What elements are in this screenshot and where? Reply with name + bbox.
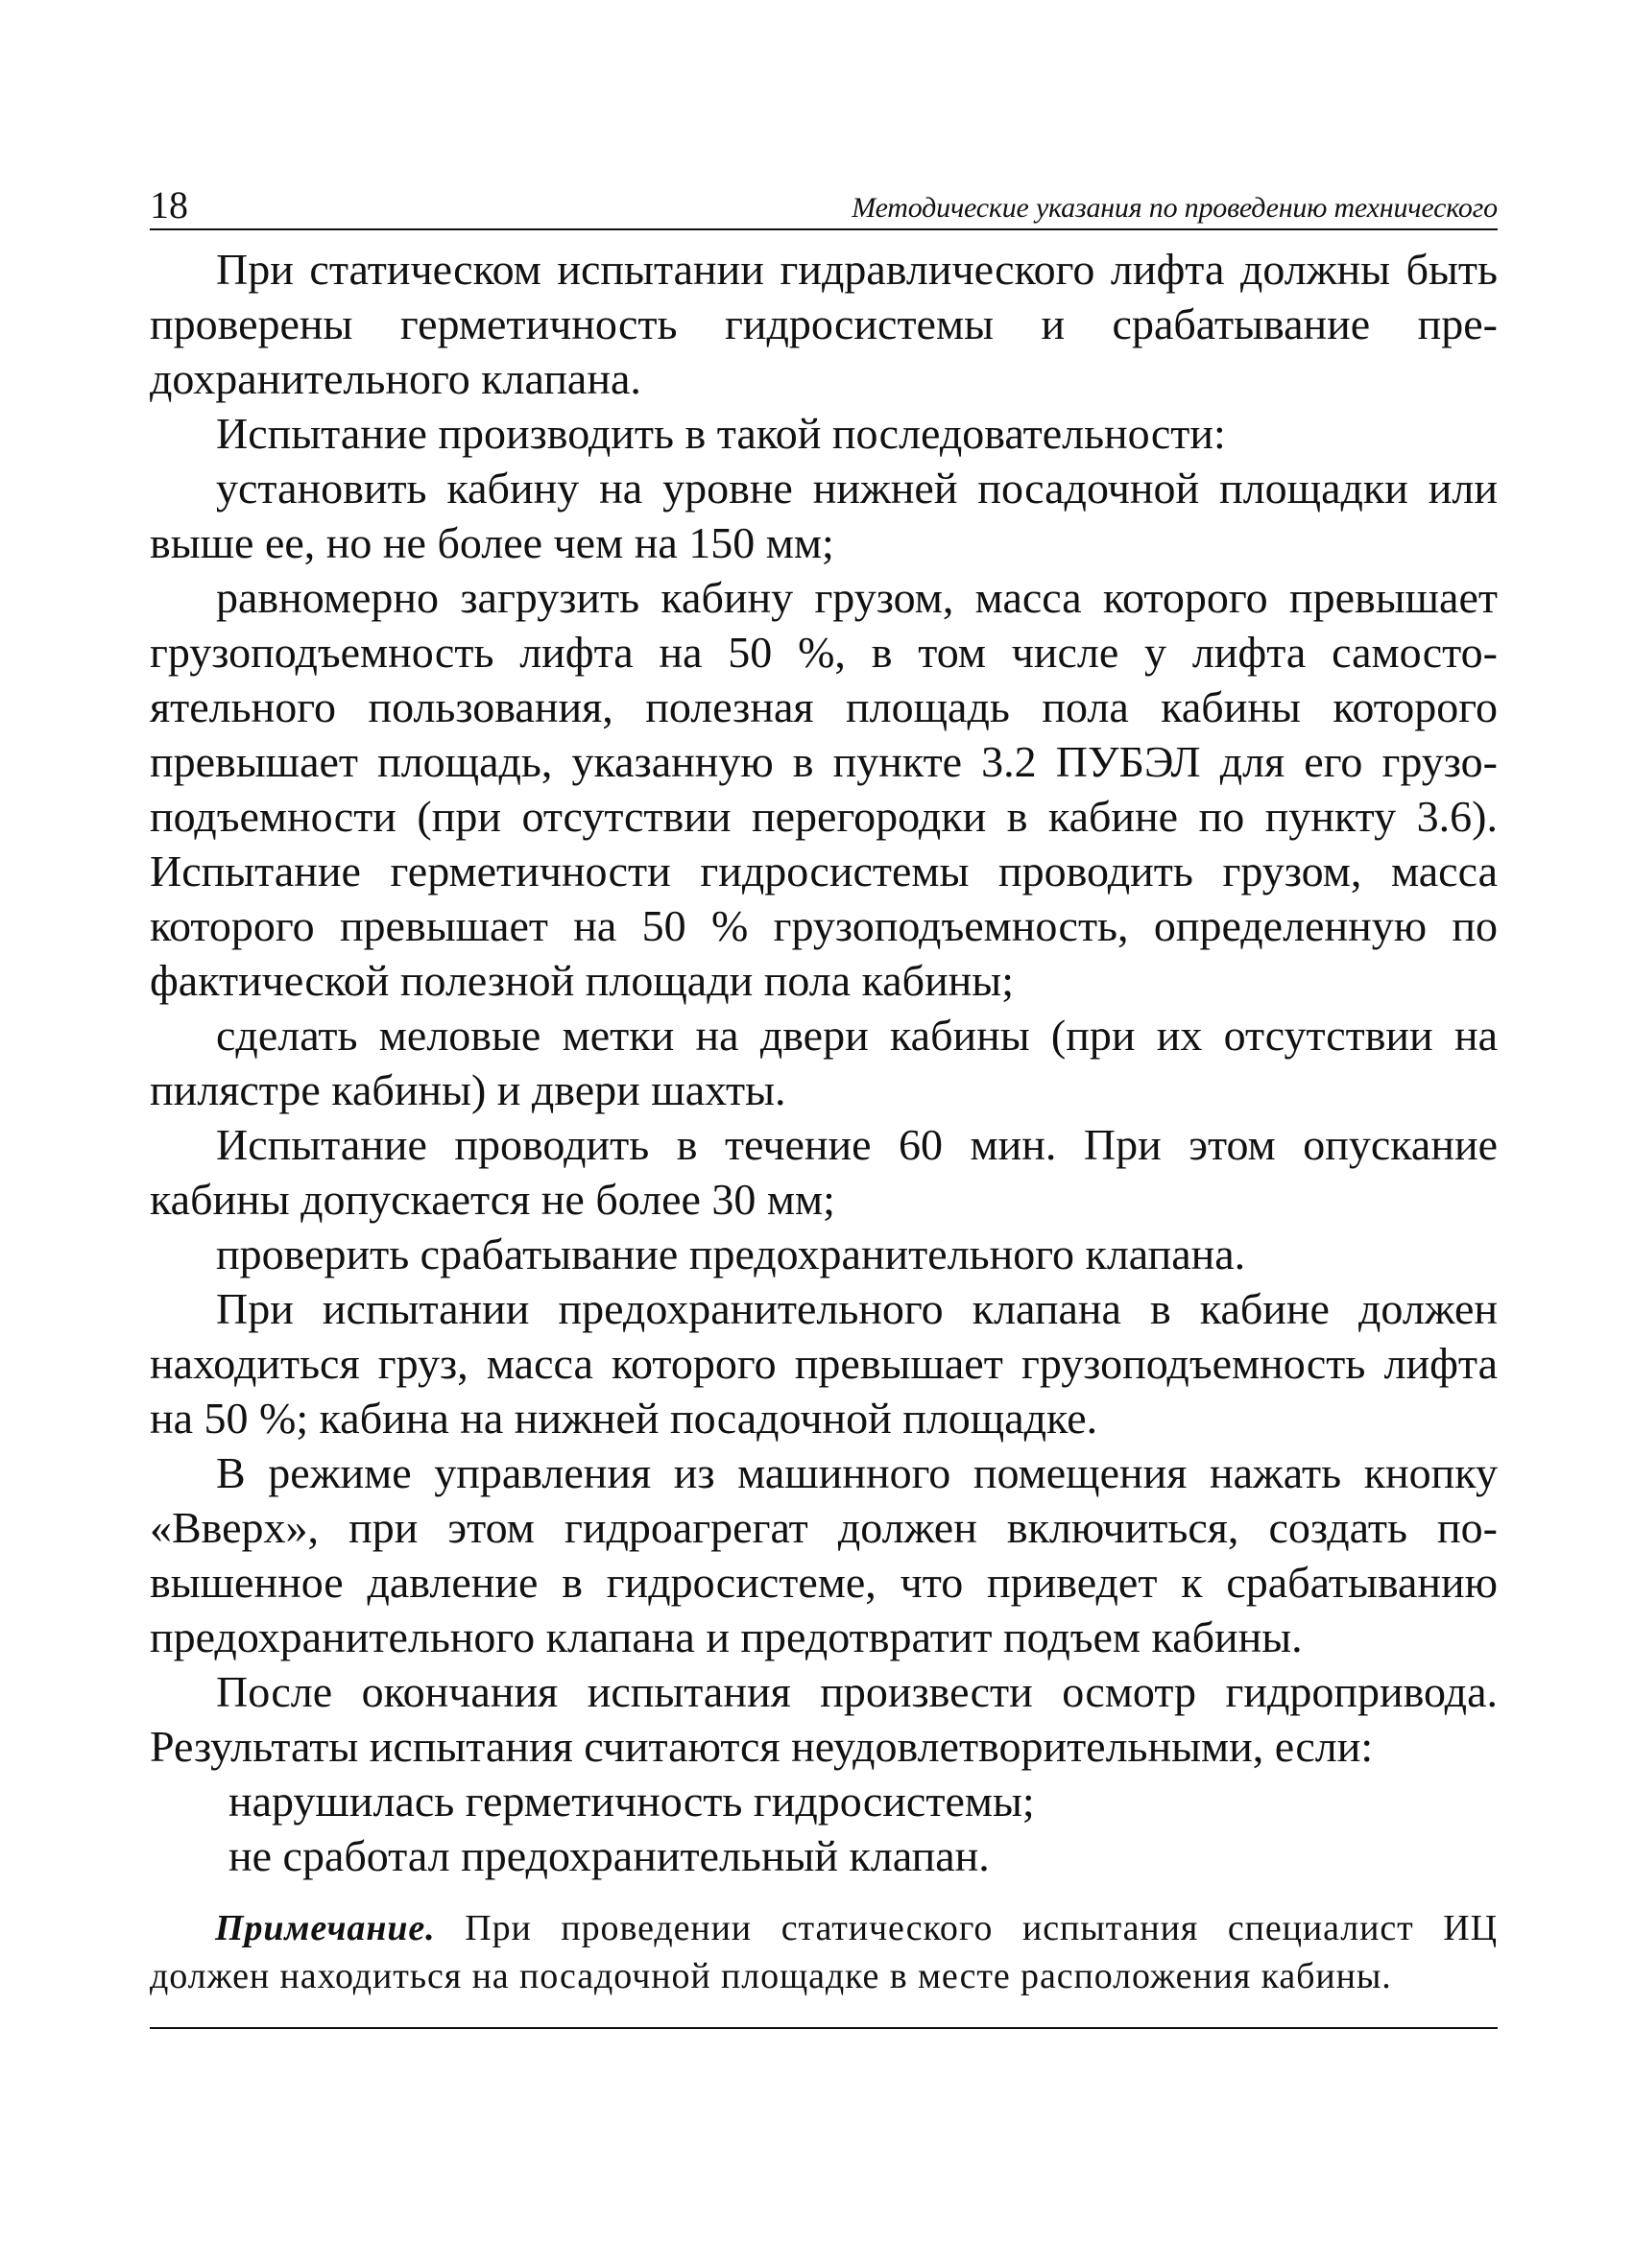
body-text: [150, 242, 1498, 1883]
paragraph-chalk-marks: сделать меловые метки на двери кабины (при их отсутствии на пилястре кабины) и двери шахты.: [150, 1011, 1498, 1114]
paragraph-test-results: После окончания испытания произвести осмотр гидропривода. Результаты испытания считаются неудовлетворительными, если:: [150, 1667, 1498, 1771]
paragraph-static-test-intro: При статическом испытании гидравлического лифта должны быть проверены герметичность гидросистемы и срабатывание предохранительного клапана.: [150, 245, 1498, 403]
paragraph-test-sequence: Испытание производить в такой последовательности:: [216, 409, 1226, 458]
document-page: [150, 179, 1498, 2029]
note-label: Примечание.: [215, 1908, 436, 1948]
paragraph-control-mode: В режиме управления из машинного помещения нажать кнопку «Вверх», при этом гидроагрегат должен включиться, создать повышенное давление в гидросистеме, что приведет к срабатыванию предохранительного клапана и предотвратит подъем кабины.: [150, 1448, 1498, 1661]
note: [150, 1904, 1498, 2000]
paragraph-check-valve: проверить срабатывание предохранительного клапана.: [216, 1229, 1246, 1278]
note-text: При проведении статического испытания специалист ИЦ должен находиться на посадочной площадке в месте расположения кабины.: [150, 1908, 1498, 1996]
paragraph-load-cabin: равномерно загрузить кабину грузом, масса которого превышает грузоподъемность лифта на 50 %, в том числе у лифта самостоятельного пользования, полезная площадь пола кабины которого превышает площадь, указанную в пункте 3.2 ПУБЭЛ для его грузоподъемности (при отсутствии перегородки в кабине по пункту 3.6). Испытание герметичности гидросистемы проводить грузом, масса которого превышает на 50 % грузоподъемность, определенную по фактической полезной площади пола кабины;: [150, 573, 1498, 1005]
page-number: 18: [150, 183, 188, 227]
running-title: Методические указания по проведению технического: [852, 192, 1498, 224]
running-header: [150, 179, 1498, 230]
paragraph-test-duration: Испытание проводить в течение 60 мин. При этом опускание кабины допускается не более 30 мм;: [150, 1120, 1498, 1224]
paragraph-valve-test-load: При испытании предохранительного клапана в кабине должен находиться груз, масса которого превышает грузоподъемность лифта на 50 %; кабина на нижней посадочной площадке.: [150, 1284, 1498, 1443]
paragraph-failure-condition-2: не сработал предохранительный клапан.: [228, 1831, 990, 1880]
paragraph-failure-condition-1: нарушилась герметичность гидросистемы;: [228, 1777, 1035, 1826]
bottom-rule: [150, 2027, 1498, 2029]
paragraph-set-cabin-level: установить кабину на уровне нижней посадочной площадки или выше ее, но не более чем на 150 мм;: [150, 464, 1498, 567]
